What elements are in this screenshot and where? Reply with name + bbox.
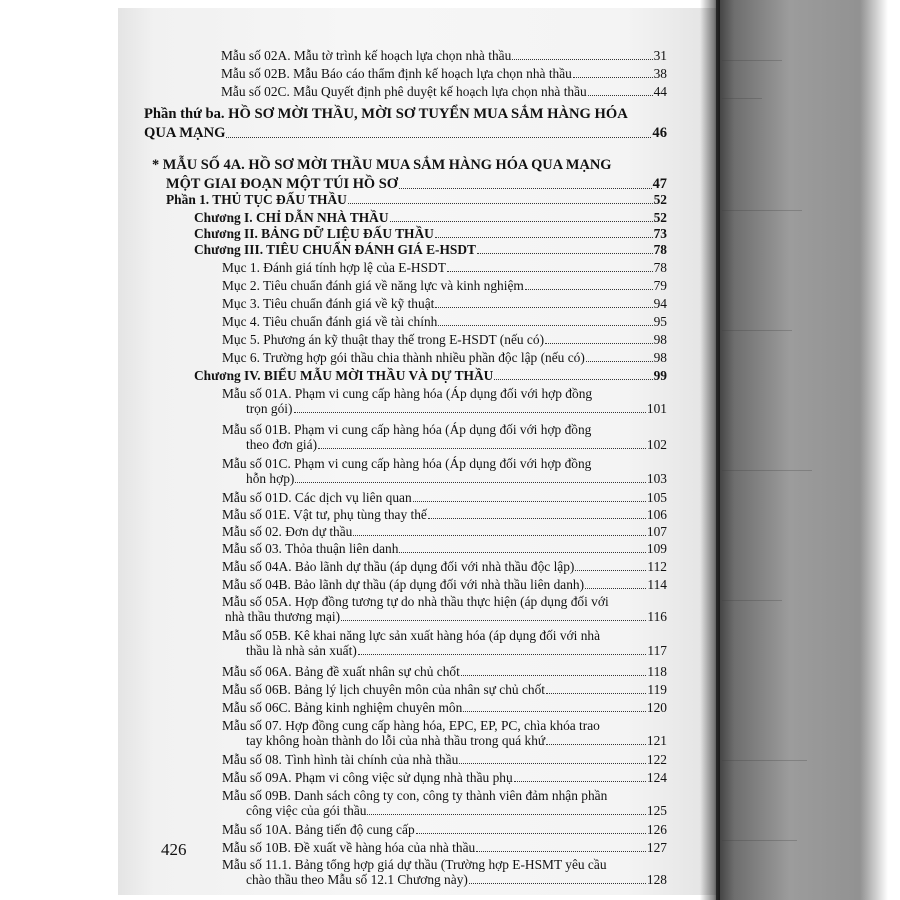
toc-entry-page: 73 [653, 226, 667, 241]
toc-entry-page: 44 [653, 84, 667, 99]
toc-leader-dots [318, 438, 646, 449]
toc-leader-dots [348, 193, 653, 204]
toc-leader-dots [294, 402, 646, 413]
toc-entry-page: 103 [646, 471, 667, 486]
toc-entry-page: 116 [647, 609, 667, 624]
toc-entry [222, 594, 667, 624]
toc-entry-title-continued: tay không hoàn thành do lỗi của nhà thầu trong quá khứ [246, 733, 546, 748]
toc-entry-title: * MẪU SỐ 4A. HỒ SƠ MỜI THẦU MUA SẮM HÀNG HÓA QUA MẠNG [152, 157, 612, 173]
toc-leader-dots [586, 351, 653, 362]
toc-entry-title: Mẫu số 08. Tình hình tài chính của nhà thầu [222, 752, 459, 767]
toc-entry [222, 628, 667, 658]
toc-entry-title-continued: MỘT GIAI ĐOẠN MỘT TÚI HỒ SƠ [166, 176, 398, 192]
toc-entry [222, 700, 667, 715]
toc-leader-dots [573, 67, 653, 78]
toc-leader-dots [428, 508, 646, 519]
toc-entry-title: Chương III. TIÊU CHUẨN ĐÁNH GIÁ E-HSDT [194, 242, 476, 257]
toc-entry-page: 126 [646, 822, 667, 837]
toc-entry [222, 822, 667, 837]
toc-entry-title: Mẫu số 02A. Mẫu tờ trình kế hoạch lựa chọn nhà thầu [221, 48, 512, 63]
toc-entry-title: Mẫu số 04A. Bảo lãnh dự thầu (áp dụng đối với nhà thầu độc lập) [222, 559, 575, 574]
toc-entry [194, 226, 667, 241]
toc-entry-page: 112 [647, 559, 667, 574]
toc-entry [222, 559, 667, 574]
toc-entry-title: Phần 1. THỦ TỤC ĐẤU THẦU [166, 192, 347, 207]
toc-leader-dots [295, 472, 646, 483]
toc-entry-title: Mục 6. Trường hợp gói thầu chia thành nhiều phần độc lập (nếu có) [222, 350, 585, 365]
toc-entry-title: Mẫu số 09A. Phạm vi công việc sử dụng nhà thầu phụ [222, 770, 513, 785]
toc-entry [222, 350, 667, 365]
toc-leader-dots [461, 665, 647, 676]
toc-entry-title: Mẫu số 05B. Kê khai năng lực sản xuất hàng hóa (áp dụng đối với nhà [222, 628, 601, 643]
toc-entry-title: Mẫu số 06A. Bảng đề xuất nhân sự chủ chốt [222, 664, 460, 679]
toc-entry [222, 260, 667, 275]
toc-entry [222, 524, 667, 539]
toc-entry [166, 192, 667, 207]
toc-entry-title: Mục 2. Tiêu chuẩn đánh giá về năng lực và kinh nghiệm [222, 278, 524, 293]
toc-leader-dots [399, 178, 652, 189]
toc-leader-dots [416, 823, 646, 834]
toc-entry-page: 109 [646, 541, 667, 556]
toc-entry-title: Mẫu số 06B. Bảng lý lịch chuyên môn của nhân sự chủ chốt [222, 682, 545, 697]
toc-entry-page: 121 [646, 733, 667, 748]
toc-entry-page: 118 [647, 664, 667, 679]
toc-entry-page: 105 [646, 490, 667, 505]
toc-entry-title: Mẫu số 01A. Phạm vi cung cấp hàng hóa (Áp dụng đối với hợp đồng [222, 386, 593, 401]
toc-entry-page: 107 [646, 524, 667, 539]
toc-entry-page: 46 [652, 125, 667, 141]
toc-entry-page: 47 [652, 176, 667, 192]
toc-entry-page: 128 [646, 872, 667, 887]
toc-entry [194, 242, 667, 257]
toc-entry-page: 102 [646, 437, 667, 452]
toc-entry-page: 78 [653, 260, 667, 275]
toc-entry [222, 788, 667, 818]
toc-leader-dots [585, 578, 646, 589]
toc-leader-dots [459, 753, 646, 764]
toc-leader-dots [469, 873, 646, 884]
toc-leader-dots [435, 227, 653, 238]
toc-leader-dots [514, 771, 646, 782]
toc-entry-title: Mẫu số 04B. Bảo lãnh dự thầu (áp dụng đối với nhà thầu liên danh) [222, 577, 585, 592]
toc-leader-dots [367, 804, 645, 815]
toc-entry-page: 127 [646, 840, 667, 855]
toc-entry-page: 106 [646, 507, 667, 522]
toc-entry [221, 48, 667, 63]
toc-entry-page: 52 [653, 192, 667, 207]
toc-leader-dots [477, 243, 653, 254]
toc-entry [222, 718, 667, 748]
toc-entry-page: 78 [653, 242, 667, 257]
toc-entry [222, 386, 667, 416]
toc-entry-title-continued: QUA MẠNG [144, 125, 226, 141]
toc-entry-title-continued: chào thầu theo Mẫu số 12.1 Chương này) [246, 872, 468, 887]
toc-leader-dots [588, 85, 653, 96]
toc-leader-dots [476, 841, 646, 852]
toc-entry-title: Mục 1. Đánh giá tính hợp lệ của E-HSDT [222, 260, 446, 275]
toc-entry-page: 52 [653, 210, 667, 225]
toc-entry [222, 682, 667, 697]
toc-entry [222, 422, 667, 452]
toc-entry [194, 368, 667, 383]
toc-entry-title-continued: trọn gói) [246, 401, 293, 416]
toc-entry-page: 98 [653, 350, 667, 365]
toc-entry-page: 98 [653, 332, 667, 347]
toc-entry-page: 99 [653, 368, 667, 383]
toc-leader-dots [353, 525, 646, 536]
toc-entry-page: 124 [646, 770, 667, 785]
toc-entry-title-continued: hỗn hợp) [246, 471, 295, 486]
toc-entry-title-continued: công việc của gói thầu [246, 803, 367, 818]
toc-entry-title: Mục 3. Tiêu chuẩn đánh giá về kỹ thuật [222, 296, 435, 311]
toc-entry-title: Mẫu số 02C. Mẫu Quyết định phê duyệt kế hoạch lựa chọn nhà thầu [221, 84, 587, 99]
toc-entry-title: Phần thứ ba. HỒ SƠ MỜI THẦU, MỜI SƠ TUYỂN MUA SẮM HÀNG HÓA [144, 106, 628, 122]
toc-leader-dots [447, 261, 653, 272]
toc-entry-page: 125 [646, 803, 667, 818]
toc-entry-title: Chương II. BẢNG DỮ LIỆU ĐẤU THẦU [194, 226, 434, 241]
toc-entry-title-continued: nhà thầu thương mại) [225, 609, 341, 624]
toc-entry-title: Mẫu số 01B. Phạm vi cung cấp hàng hóa (Áp dụng đối với hợp đồng [222, 422, 592, 437]
toc-entry-title: Mẫu số 11.1. Bảng tổng hợp giá dự thầu (Trường hợp E-HSMT yêu cầu [222, 857, 607, 872]
toc-entry-title: Mẫu số 07. Hợp đồng cung cấp hàng hóa, EPC, EP, PC, chìa khóa trao [222, 718, 600, 733]
toc-entry-title: Mẫu số 01E. Vật tư, phụ tùng thay thế [222, 507, 427, 522]
toc-leader-dots [463, 701, 646, 712]
toc-entry-title: Mục 5. Phương án kỹ thuật thay thế trong E-HSDT (nếu có) [222, 332, 545, 347]
toc-entry-title: Chương IV. BIỂU MẪU MỜI THẦU VÀ DỰ THẦU [194, 368, 494, 383]
toc-entry-page: 122 [646, 752, 667, 767]
toc-entry-title: Mẫu số 10B. Đề xuất về hàng hóa của nhà thầu [222, 840, 476, 855]
toc-leader-dots [546, 683, 646, 694]
toc-entry-title-continued: theo đơn giá) [246, 437, 318, 452]
toc-entry-page: 120 [646, 700, 667, 715]
toc-entry [221, 84, 667, 99]
toc-part-heading [144, 106, 667, 141]
toc-entry-page: 31 [653, 48, 667, 63]
toc-leader-dots [545, 333, 653, 344]
toc-entry-title: Mẫu số 01D. Các dịch vụ liên quan [222, 490, 412, 505]
toc-leader-dots [358, 644, 647, 655]
toc-leader-dots [413, 491, 646, 502]
toc-entry-title: Mẫu số 02. Đơn dự thầu [222, 524, 353, 539]
toc-entry-page: 79 [653, 278, 667, 293]
toc-entry [222, 314, 667, 329]
toc-form-heading [152, 157, 667, 192]
toc-entry [222, 857, 667, 887]
toc-entry-title: Mẫu số 09B. Danh sách công ty con, công ty thành viên đảm nhận phần [222, 788, 608, 803]
toc-entry [194, 210, 667, 225]
toc-entry-title: Chương I. CHỈ DẪN NHÀ THẦU [194, 210, 389, 225]
toc-entry [222, 332, 667, 347]
toc-entry [222, 770, 667, 785]
toc-entry [222, 507, 667, 522]
toc-leader-dots [226, 127, 651, 138]
toc-entry-title: Mục 4. Tiêu chuẩn đánh giá về tài chính [222, 314, 438, 329]
toc-leader-dots [438, 315, 652, 326]
toc-leader-dots [546, 734, 646, 745]
toc-entry-title: Mẫu số 02B. Mẫu Báo cáo thẩm định kế hoạch lựa chọn nhà thầu [221, 66, 572, 81]
toc-entry [222, 490, 667, 505]
toc-entry [222, 541, 667, 556]
toc-entry-page: 114 [647, 577, 667, 592]
toc-entry-page: 38 [653, 66, 667, 81]
toc-leader-dots [399, 542, 646, 553]
toc-entry-title-continued: thầu là nhà sản xuất) [246, 643, 357, 658]
toc-entry-page: 117 [647, 643, 667, 658]
toc-leader-dots [525, 279, 653, 290]
toc-entry-page: 94 [653, 296, 667, 311]
toc-entry-title: Mẫu số 05A. Hợp đồng tương tự do nhà thầu thực hiện (áp dụng đối với [222, 594, 609, 609]
page-number: 426 [161, 840, 187, 859]
toc-entry-title: Mẫu số 10A. Bảng tiến độ cung cấp [222, 822, 415, 837]
toc-entry-page: 101 [646, 401, 667, 416]
toc-entry [222, 664, 667, 679]
toc-entry [221, 66, 667, 81]
toc-entry-page: 119 [647, 682, 667, 697]
toc-entry [222, 577, 667, 592]
toc-entry [222, 840, 667, 855]
toc-entry [222, 752, 667, 767]
toc-entry [222, 278, 667, 293]
toc-entry [222, 296, 667, 311]
toc-leader-dots [494, 369, 652, 380]
toc-leader-dots [575, 560, 646, 571]
toc-entry-title: Mẫu số 01C. Phạm vi cung cấp hàng hóa (Áp dụng đối với hợp đồng [222, 456, 592, 471]
toc-entry-title: Mẫu số 06C. Bảng kinh nghiệm chuyên môn [222, 700, 463, 715]
toc-entry-page: 95 [653, 314, 667, 329]
toc-entry-title: Mẫu số 03. Thỏa thuận liên danh [222, 541, 399, 556]
toc-leader-dots [341, 610, 646, 621]
toc-leader-dots [390, 211, 653, 222]
toc-leader-dots [435, 297, 652, 308]
toc-leader-dots [512, 49, 652, 60]
toc-entry [222, 456, 667, 486]
